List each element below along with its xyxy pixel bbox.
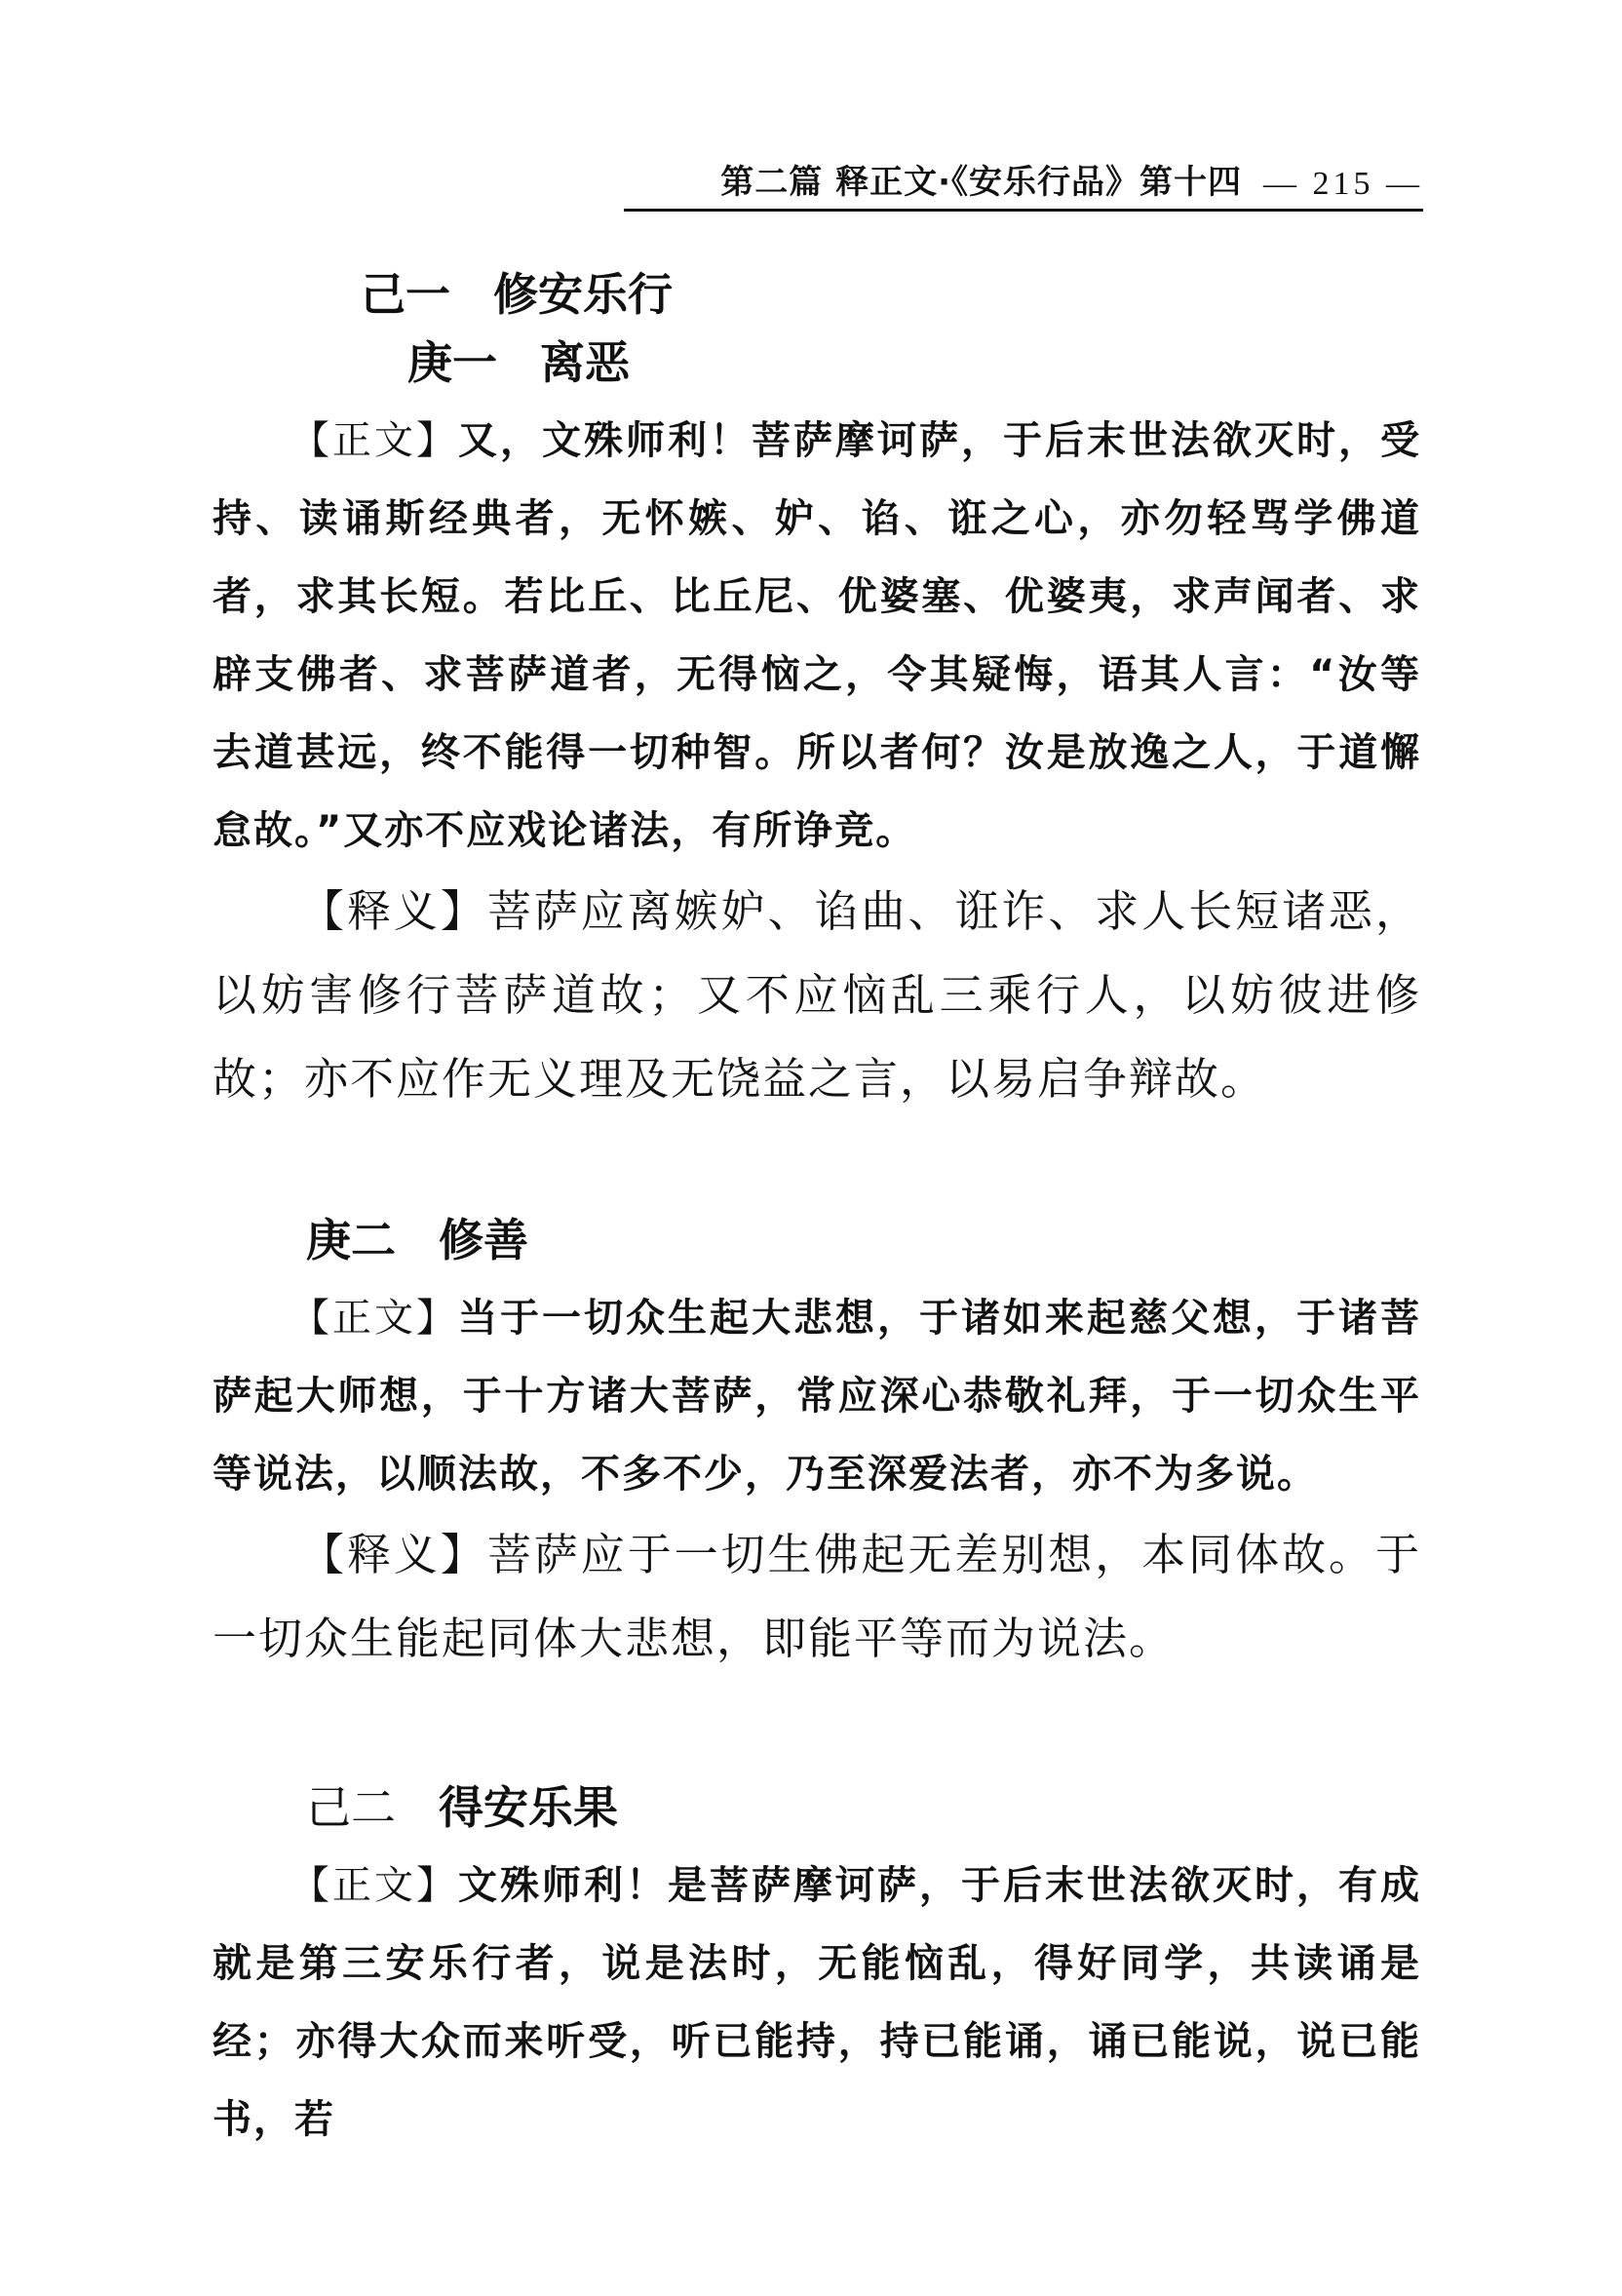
zhengwen-tag: 【正文】	[290, 1296, 458, 1341]
commentary-paragraph	[212, 870, 1421, 1121]
scripture-text-paragraph	[212, 1279, 1421, 1513]
scripture-text: 文殊师利！是菩萨摩诃萨，于后末世法欲灭时，有成就是第三安乐行者，说是法时，无能恼乱，得好同学，共读诵是经；亦得大众而来听受，听已能持，持已能诵，诵已能说，说已能书，若	[212, 1863, 1421, 2142]
section-number: 己一	[361, 268, 450, 321]
subsection-number: 庚二	[306, 1214, 396, 1266]
running-header	[624, 154, 1423, 212]
commentary-text: 菩萨应离嫉妒、谄曲、诳诈、求人长短诸恶，以妨害修行菩萨道故；又不应恼乱三乘行人，以妨彼进修故；亦不应作无义理及无饶益之言，以易启争辩故。	[212, 885, 1421, 1105]
scripture-text-paragraph	[212, 1847, 1421, 2159]
scripture-text: 又，文殊师利！菩萨摩诃萨，于后末世法欲灭时，受持、读诵斯经典者，无怀嫉、妒、谄、诳之心，亦勿轻骂学佛道者，求其长短。若比丘、比丘尼、优婆塞、优婆夷，求声闻者、求辟支佛者、求菩萨道者，无得恼之，令其疑悔，语其人言：“汝等去道甚远，终不能得一切种智。所以者何？汝是放逸之人，于道懈怠故。”又亦不应戏论诸法，有所诤竞。	[212, 418, 1421, 853]
subsection-heading-geng1	[407, 333, 1421, 392]
page-body	[212, 255, 1421, 2159]
commentary-text: 菩萨应于一切生佛起无差别想，本同体故。于一切众生能起同体大悲想，即能平等而为说法。	[212, 1529, 1421, 1664]
commentary-paragraph	[212, 1513, 1421, 1681]
running-header-title: 第二篇 释正文·《安乐行品》第十四	[720, 163, 1242, 202]
page-number: — 215 —	[1263, 166, 1423, 202]
scripture-text: 当于一切众生起大悲想，于诸如来起慈父想，于诸菩萨起大师想，于十方诸大菩萨，常应深心恭敬礼拜，于一切众生平等说法，以顺法故，不多不少，乃至深爱法者，亦不为多说。	[212, 1296, 1421, 1497]
shiyi-tag: 【释义】	[300, 1529, 487, 1580]
zhengwen-tag: 【正文】	[290, 1863, 458, 1908]
subsection-title: 离恶	[540, 336, 630, 389]
subsection-number: 庚一	[407, 336, 497, 389]
subsection-title: 修善	[439, 1214, 528, 1266]
section-heading-ji1	[361, 265, 1421, 324]
section-number: 己二	[306, 1781, 396, 1834]
section-heading-ji2	[306, 1778, 1421, 1837]
scripture-text-paragraph	[212, 402, 1421, 870]
subsection-heading-geng2	[306, 1211, 1421, 1269]
section-title: 得安乐果	[439, 1781, 618, 1834]
zhengwen-tag: 【正文】	[290, 418, 458, 463]
section-title: 修安乐行	[493, 268, 673, 321]
shiyi-tag: 【释义】	[300, 885, 487, 937]
